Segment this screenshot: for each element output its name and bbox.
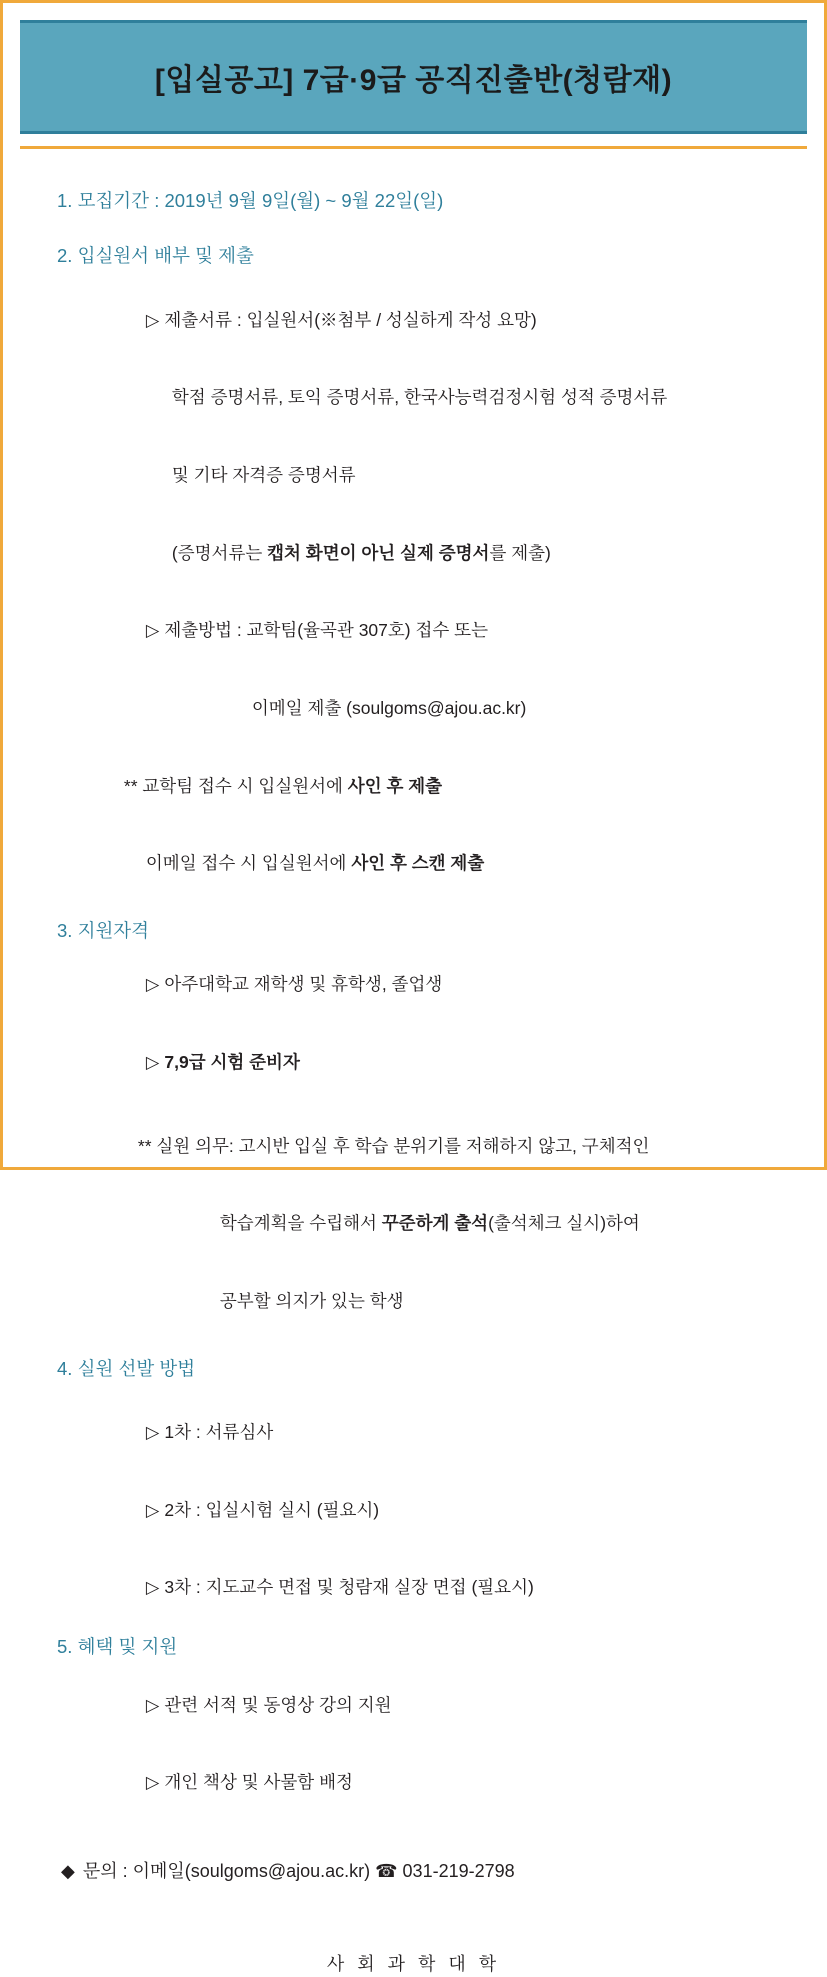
list-item: 이메일 제출 (soulgoms@ajou.ac.kr) [251,698,527,718]
note-item: 학습계획을 수립해서 꾸준하게 출석(출석체크 실시)하여 [219,1213,640,1234]
triangle-bullet-icon: ▷ [145,974,160,995]
triangle-bullet-icon: ▷ [145,1577,160,1598]
list-item: ▷ 3차 : 지도교수 면접 및 청람재 실장 면접 (필요시) [145,1577,534,1598]
note-item: ** 교학팀 접수 시 입실원서에 사인 후 제출 [123,775,443,796]
contact-line [61,1858,778,1885]
note-item: 이메일 접수 시 입실원서에 사인 후 스캔 제출 [145,853,485,874]
double-asterisk-marker: ** [123,775,138,796]
list-item: ▷ 2차 : 입실시험 실시 (필요시) [145,1499,380,1520]
list-item: ▷ 개인 책상 및 사물함 배정 [145,1772,353,1793]
list-item: ▷ 아주대학교 재학생 및 휴학생, 졸업생 [145,974,443,995]
note-item: ** 실원 의무: 고시반 입실 후 학습 분위기를 저해하지 않고, 구체적인 [137,1135,650,1156]
list-item: ▷ 1차 : 서류심사 [145,1422,274,1443]
section-heading-1: 1. 모집기간 : 2019년 9월 9일(월) ~ 9월 22일(일) [57,190,444,211]
triangle-bullet-icon: ▷ [145,309,160,330]
title-band [20,20,807,134]
section-4-lines [85,1394,778,1627]
title-gap [3,134,824,146]
section-5-lines [85,1667,778,1822]
section-heading-3: 3. 지원자격 [57,920,150,942]
triangle-bullet-icon: ▷ [145,1052,160,1073]
list-item: 학점 증명서류, 토익 증명서류, 한국사능력검정시험 성적 증명서류 [171,387,668,408]
triangle-bullet-icon: ▷ [145,1499,160,1520]
diamond-bullet-icon: ◆ [61,1860,75,1881]
double-asterisk-marker: ** [137,1135,152,1156]
poster-body [3,149,824,1977]
section-heading-2: 2. 입실원서 배부 및 제출 [57,245,254,267]
contact-text: 문의 : 이메일(soulgoms@ajou.ac.kr) ☎ 031-219-2798 [82,1860,515,1881]
section-heading-4: 4. 실원 선발 방법 [57,1357,196,1379]
list-item: ▷ 관련 서적 및 동영상 강의 지원 [145,1694,392,1715]
section-3-lines [85,947,778,1341]
section-2-lines [85,282,778,903]
triangle-bullet-icon: ▷ [145,1694,160,1715]
note-item: 공부할 의지가 있는 학생 [219,1291,404,1312]
footer-organization: 사 회 과 학 대 학 [326,1953,501,1974]
triangle-bullet-icon: ▷ [145,620,160,641]
section-heading-5: 5. 혜택 및 지원 [57,1636,178,1658]
list-item: (증명서류는 캡처 화면이 아닌 실제 증명서를 제출) [171,542,551,563]
triangle-bullet-icon: ▷ [145,1422,160,1443]
page-title: [입실공고] 7급·9급 공직진출반(청람재) [154,64,673,97]
list-item: 및 기타 자격증 증명서류 [171,464,356,485]
triangle-bullet-icon: ▷ [145,1772,160,1793]
list-item: ▷ 7,9급 시험 준비자 [145,1052,300,1073]
list-item: ▷ 제출서류 : 입실원서(※첨부 / 성실하게 작성 요망) [145,309,537,330]
list-item: ▷ 제출방법 : 교학팀(율곡관 307호) 접수 또는 [145,620,488,641]
